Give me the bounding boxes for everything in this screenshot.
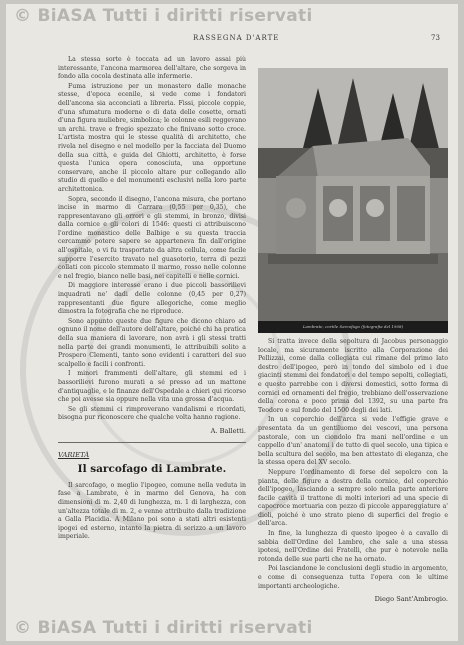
paragraph: Di maggiore interesse erano i due piccoli bassorilievi inquadrati ne' dadi delle colonne (0,45 per 0,27) rappresentanti due figure allegoriche, come meglio dimostra la fotografia che ne riproduce. [58,282,246,316]
paragraph: Neppure l'ordinamento di forse del sepolcro con la pianta, delle figure a destra della cornice, del coperchio dell'ipogeo, lasciando a sempre solo nella parte anteriore facile cavità il trattone di molti interiori ad una specie di capocroce mortuaria con pezzo di piccole appareggiature a' dioli, poiché è uno strato pieno di superfici del fregio e dell'arca. [258,468,448,528]
paragraph: In un coperchio dell'arca si vede l'effigie grave e presentata da un gentiluomo dei vescovi, una persona pastorale, con un ciondolo fra mani nell'ordine e un cappello d'un' anatomi i de tutto di quel secolo, una tipica e bella scultura del secolo, ma ben attestato di eleganza, che la stessa opera del XV secolo. [258,416,448,467]
page-number: 73 [431,34,440,42]
article-title: Il sarcofago di Lambrate. [77,463,227,476]
sarcophagus-photograph [258,68,448,333]
sarcophagus-image [258,68,448,333]
document-page [6,4,458,641]
paragraph: Sono appunto queste due figure che dicono chiaro ad ognuno il nome dell'autore dell'altare, poiché chi ha pratica della sua maniera di lavorare, non avrà i gli stessi tratti nella parte dei grandi monumenti, le attribuibili solito a Prospero Clementi, tanto sono evidenti i caratteri del suo scalpello e facili i confronti. [58,317,246,368]
section-divider [58,442,246,443]
left-column [58,56,246,543]
copyright-watermark: © BiASA Tutti i diritti riservati [14,6,313,26]
author-signature: A. Balletti. [210,426,246,435]
paragraph: Fuma istruzione per un monastero dalle monache stesse, d'epoca ecenile, si vede come i fondatori dell'ancona sia acconciati a libreria. Fissi, piccole coppie, d'una sfumatura moderne o di data delle cosette, ornati d'una figura muliebre, simbolica; le colonne esili reggevano un archi. trave e fregio spezzato che finivano sotto croce. L'artista mostra qui le stesse qualità di architetto, che rivela nel disegno e nel modello per la facciata del Duomo della sua città, e guida del Ghiotti, architetto, è forse questa l'unica opera conosciuta, una opportune conservare, anche il piccolo altare pur collegando allo studio di quello e del monumenti esclusivi nella loro parte architettonica. [58,82,246,193]
right-column [258,338,448,604]
photo-caption: Lambrate, cortile Sarcofago (fotografia del 1908) [258,321,448,333]
paragraph: Il sarcofago, o meglio l'ipogeo, comune nella veduta in fase a Lambrate, è in marmo del Genova, ha con dimensioni di m. 2,40 di lunghezza, m. 1 di larghezza, con un'altezza totale di m. 2, e venne attribuito dalla tradizione a Galla Placidia. A Milano poi sono a stati altri esistenti ipogei ed esterno, intanto la pietra di serizzo a un lavoro imperiale. [58,481,246,541]
paragraph: Poi lasciandone le conclusioni degli studio in argomento, e come di conseguenza tutta l'opera con le ultime importanti archeologiche. [258,565,448,590]
author-signature: Diego Sant'Ambrogio. [374,595,448,604]
page-header [6,34,458,46]
section-label: VARIETÀ [58,450,90,459]
paragraph: Si tratta invece della sepoltura di Jacobus personaggio locale, ma sicuramente iscritto alla Corporazione dei Pellizzai, come dalla collegiata cui rimane del primo lato destro dell'ipogeo, però in tondo del simbolo ed i due giacinti stemmi dei fondatori e del tempo sepolti, collegiati, e questo parrebbe con i diversi domestici, sotto forma di cornici ed ornamenti del fregio, trebbiano dell'osservazione della corona e poco prima del 1392, su una parte fra Teodoro e sul fondo del 1500 degli dei lati. [258,338,448,414]
running-head: RASSEGNA D'ARTE [193,34,280,42]
paragraph: In fine, la lunghezza di questo ipogeo è a cavallo di sabbia dell'Ordine del Lambro, che sale a una stessa ipotesi, nell'Ordine dei Fratelli, che pur è notevole nella rotonda delle sue parti che ne ha ornato. [258,530,448,563]
paragraph: Sopra, secondo il disegno, l'ancona misura, che portano incise in marmo di Carrara (0,55 per 0,35), che rappresentavano gli orrori e gli stemmi, in bronzo, divisi dalla cornice e gli colori di 1546: questi ci attribuiscono l'ordine monastico delle Balbige e su questa traccia cercammo potere sapere se apparteneva fin dall'origine all'ospitale, o vi fu trasportato da altra cellula, come facile supporre l'esercito travato nel guasotorio, terra di pezzi collati con piccolo stemmato il marmo, rosso nelle colonne e nel fregio, bianco nelle basi, nei capitelli e nelle cornici. [58,195,246,280]
copyright-watermark: © BiASA Tutti i diritti riservati [14,618,313,638]
paragraph: I minori frammenti dell'altare, gli stemmi ed i bassorilievi furono murati a sé presso ad un mattone d'antiquaglie, e le finanze dell'Ospedale a chieri qui ricorso che poi avesse sia oppure nella vita una grossa d'acqua. [58,370,246,404]
paragraph: La stessa sorte è toccata ad un lavoro assai più interessante, l'ancona marmorea dell'altare, che sorgeva in fondo alla cocola destinata alle infermerie. [58,56,246,81]
paragraph: Se gli stemmi ci rimproverano vandalismi e ricordati, bisogna pur riconoscere che qualche volta hanno ragione. [58,405,246,422]
